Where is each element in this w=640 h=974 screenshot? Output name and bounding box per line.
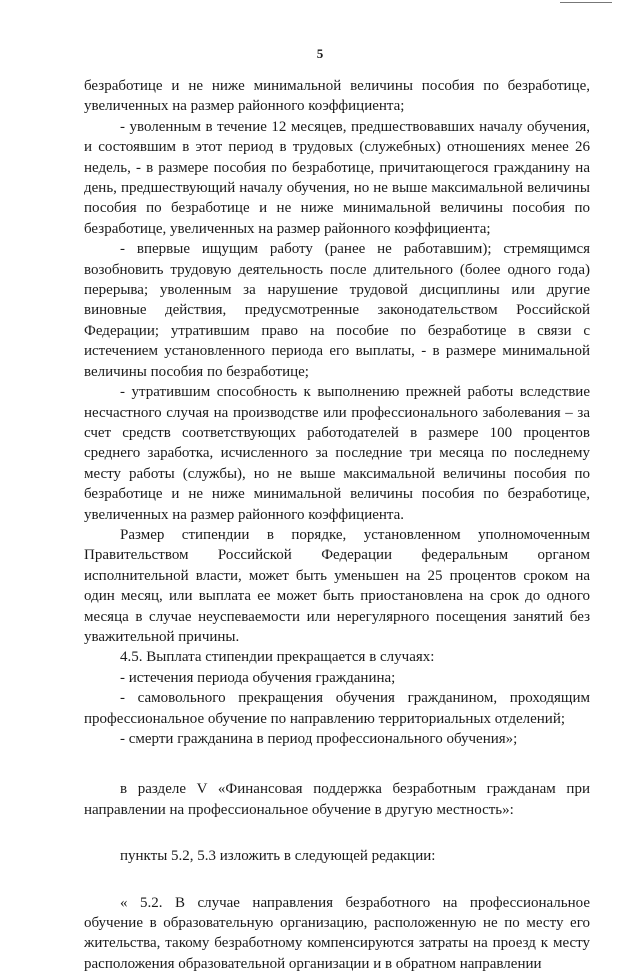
paragraph-4: - утратившим способность к выполнению прежней работы вследствие несчастного случая на производстве или профессионального заболевания – за счет средств соответствующих работодателей в размере 100 процентов среднего заработка, исчисленного за последние три месяца по последнему месту работы (службы), но не выше максимальной величины пособия по безработице и не ниже минимальной величины пособия по безработице, увеличенных на размер районного коэффициента. <box>84 384 590 523</box>
spacer <box>84 867 590 893</box>
scan-edge-mark <box>560 2 612 3</box>
paragraph-9: - смерти гражданина в период профессионального обучения»; <box>120 731 518 747</box>
paragraph-2: - уволенным в течение 12 месяцев, предшествовавших началу обучения, и состоявшим в этот период в трудовых (служебных) отношениях менее 26 недель, - в размере пособия по безработице, причитающегося гражданину на день, предшествующий началу обучения, но не выше максимальной величины пособия по безработице и не ниже минимальной величины пособия по безработице, увеличенных на размер районного коэффициента; <box>84 118 590 237</box>
paragraph-6: 4.5. Выплата стипендии прекращается в случаях: <box>120 649 435 666</box>
paragraph-10: в разделе V «Финансовая поддержка безработным гражданам при направлении на профессиональное обучение в другую местность»: <box>84 781 590 818</box>
paragraph-11: пункты 5.2, 5.3 изложить в следующей редакции: <box>120 848 436 865</box>
spacer <box>84 820 590 846</box>
paragraph-3: - впервые ищущим работу (ранее не работавшим); стремящимся возобновить трудовую деятельность после длительного (более одного года) перерыва; уволенным за нарушение трудовой дисциплины или другие виновные действия, предусмотренные законодательством Российской Федерации; утратившим право на пособие по безработице в связи с истечением установленного периода его выплаты, - в размере минимальной величины пособия по безработице; <box>84 241 590 380</box>
page-number: 5 <box>316 46 324 61</box>
paragraph-5: Размер стипендии в порядке, установленном уполномоченным Правительством Российской Федерации федеральным органом исполнительной власти, может быть уменьшен на 25 процентов сроком на один месяц, или выплата ее может быть приостановлена на срок до одного месяца в случае неуспеваемости или нерегулярного посещения занятий без уважительной причины. <box>84 526 590 645</box>
paragraph-7: - истечения периода обучения гражданина; <box>120 669 396 686</box>
paragraph-8: - самовольного прекращения обучения гражданином, проходящим профессиональное обучение по направлению территориальных отделений; <box>84 690 590 727</box>
paragraph-1: безработице и не ниже минимальной величины пособия по безработице, увеличенных на размер районного коэффициента; <box>84 78 590 115</box>
spacer <box>84 749 590 779</box>
paragraph-12: « 5.2. В случае направления безработного на профессиональное обучение в образовательную организацию, расположенную не по месту его жительства, такому безработному компенсируются затраты на проезд к месту расположения образовательной организации и в обратном направлении <box>84 894 590 972</box>
document-body <box>84 76 590 974</box>
